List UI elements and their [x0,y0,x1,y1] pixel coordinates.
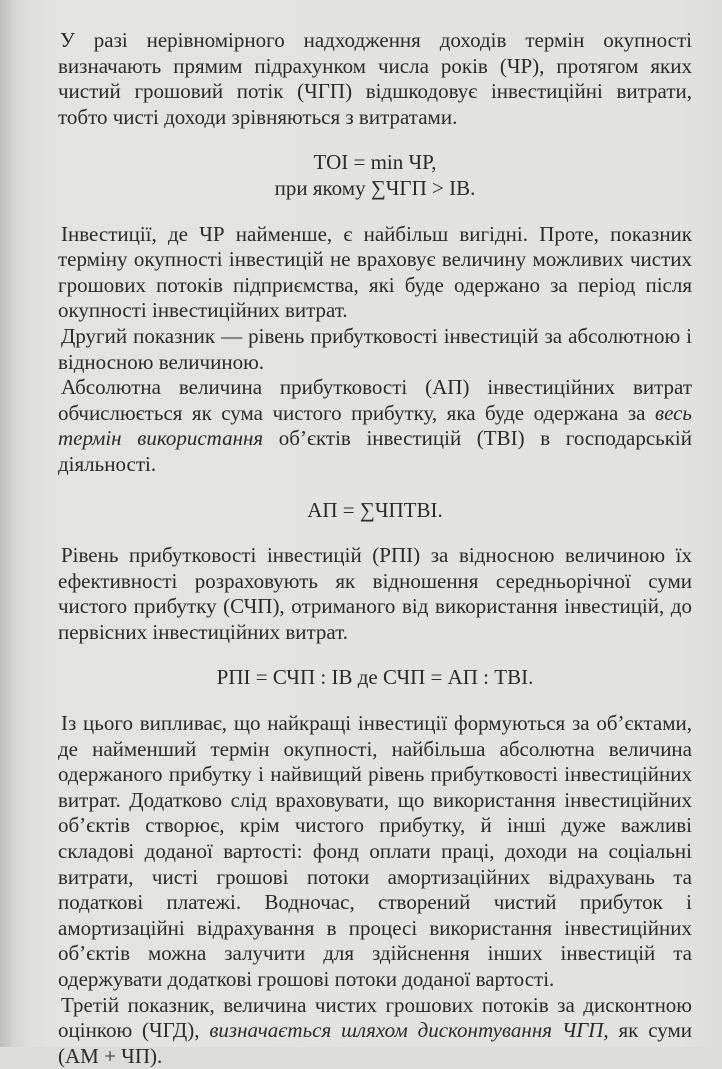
paragraph-relative-profitability [58,543,692,645]
formula-payback-line-2: при якому ∑ЧГП > ІВ. [274,175,476,200]
paragraph-third-indicator [58,993,692,1069]
paragraph-text: У разі нерівномірного надходження доходів термін окупності визначають прямим підрахунком числа років (ЧР), протягом яких чистий грошовий потік (ЧГП) відшкодовує інвестиційні витрати, тобто чисті доходи зрівняються з витратами. [58,28,692,129]
paragraph-text: об’єктів інвестицій (ТВІ) в господарській діяльності. [58,426,692,476]
emphasis-text: весь термін використання [58,400,692,451]
document-body [58,28,692,1069]
paragraph-payback-limitations [58,222,692,324]
paragraph-text: Рівень прибутковості інвестицій (РПІ) за відносною величиною їх ефективності розраховують як відношення середньорічної суми чистого прибутку (СЧП), отриманого від використання інвестицій, до первісних інвестиційних витрат. [58,543,692,644]
paragraph-text: Другий показник — рівень прибутковості інвестицій за абсолютною і відносною величиною. [58,323,692,374]
paragraph-absolute-profitability [58,375,692,477]
formula-absolute-profitability: АП = ∑ЧПТВІ. [307,497,443,522]
formula-relative-profitability: РПІ = СЧП : ІВ де СЧП = АП : ТВІ. [216,665,534,690]
paragraph-text: Абсолютна величина прибутковості (АП) інвестиційних витрат обчислюється як сума чистого прибутку, яка буде одержана за [58,375,692,425]
paragraph-text: Із цього випливає, що найкращі інвестиції формуються за об’єктами, де найменший термін окупності, найбільша абсолютна величина одержаного прибутку і найвищий рівень прибутковості інвестиційних витрат. Додатково слід враховувати, що використання інвестиційних об’єктів створює, крім чистого прибутку, й інші дуже важливі складові доданої вартості: фонд оплати праці, доходи на соціальні витрати, чисті грошові потоки амортизаційних відрахувань та податкові платежі. Водночас, створений чистий прибуток і амортизаційні відрахування в процесі використання інвестиційних об’єктів можна залучити для здійснення інших інвестицій та одержувати додаткові грошові потоки доданої вартості. [58,711,692,991]
emphasis-text: визначається шляхом дисконтування ЧГП, [209,1018,609,1043]
paragraph-text: Інвестиції, де ЧР найменше, є найбільш вигідні. Проте, показник терміну окупності інвестицій не враховує величину можливих чистих грошових потоків підприємства, які буде одержано за період після окупності інвестиційних витрат. [58,221,692,323]
paragraph-text: як суми (АМ + ЧП). [58,1018,692,1068]
formula-payback-line-1: ТОІ = min ЧР, [313,150,437,175]
paragraph-best-investments [58,711,692,993]
paragraph-text: Третій показник, величина чистих грошових потоків за дисконтною оцінкою (ЧГД), [58,992,692,1043]
paragraph-payback-definition [58,28,692,130]
paragraph-second-indicator [58,324,692,375]
